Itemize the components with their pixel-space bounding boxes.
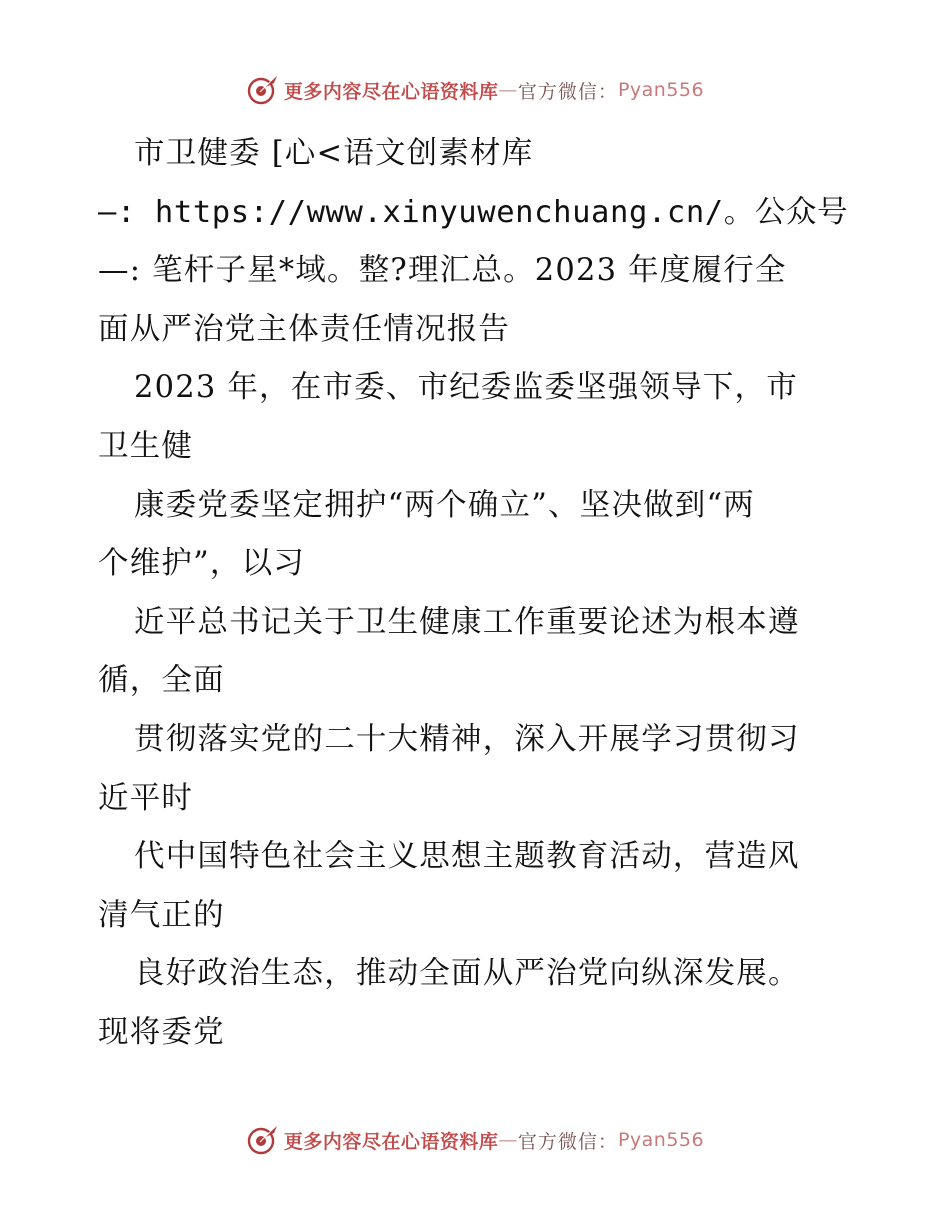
quill-pen-icon (246, 73, 280, 107)
header-watermark-banner (0, 70, 950, 110)
document-line: 面从严治党主体责任情况报告 (98, 311, 511, 347)
document-line: —: 笔杆子星*域。整?理汇总。2023 年度履行全 (98, 253, 787, 289)
watermark-wechat-label: 官方微信： (517, 1130, 618, 1153)
document-line: 清气正的 (98, 897, 225, 933)
document-line: —: https://www.xinyuwenchuang.cn/。公众号 (98, 194, 849, 230)
footer-watermark-banner (0, 1120, 950, 1160)
document-line: 近平时 (98, 780, 194, 816)
document-line: 代中国特色社会主义思想主题教育活动，营造风 (134, 839, 800, 875)
document-line: 现将委党 (98, 1014, 225, 1050)
document-line: 贯彻落实党的二十大精神，深入开展学习贯彻习 (134, 721, 800, 757)
watermark-dash: — (498, 1129, 518, 1151)
document-line: 近平总书记关于卫生健康工作重要论述为根本遵 (134, 604, 800, 640)
document-line: 康委党委坚定拥护“两个确立”、坚决做到“两 (134, 487, 755, 523)
document-line: 市卫健委 [心<语文创素材库 (134, 136, 534, 171)
document-line: 循，全面 (98, 663, 225, 699)
document-line: 卫生健 (98, 428, 194, 464)
quill-pen-icon (246, 1123, 280, 1157)
watermark-main-text: 更多内容尽在心语资料库 (283, 1130, 499, 1153)
document-line: 个维护”，以习 (98, 546, 305, 582)
watermark-dash: — (498, 79, 518, 101)
watermark-wechat-id: Pyan556 (617, 1129, 705, 1151)
watermark-main-text: 更多内容尽在心语资料库 (283, 80, 499, 103)
watermark-wechat-label: 官方微信： (517, 80, 618, 103)
document-body (98, 125, 898, 1063)
document-line: 良好政治生态，推动全面从严治党向纵深发展。 (134, 956, 800, 992)
watermark-wechat-id: Pyan556 (617, 79, 705, 101)
document-line: 2023 年，在市委、市纪委监委坚强领导下，市 (134, 370, 798, 406)
